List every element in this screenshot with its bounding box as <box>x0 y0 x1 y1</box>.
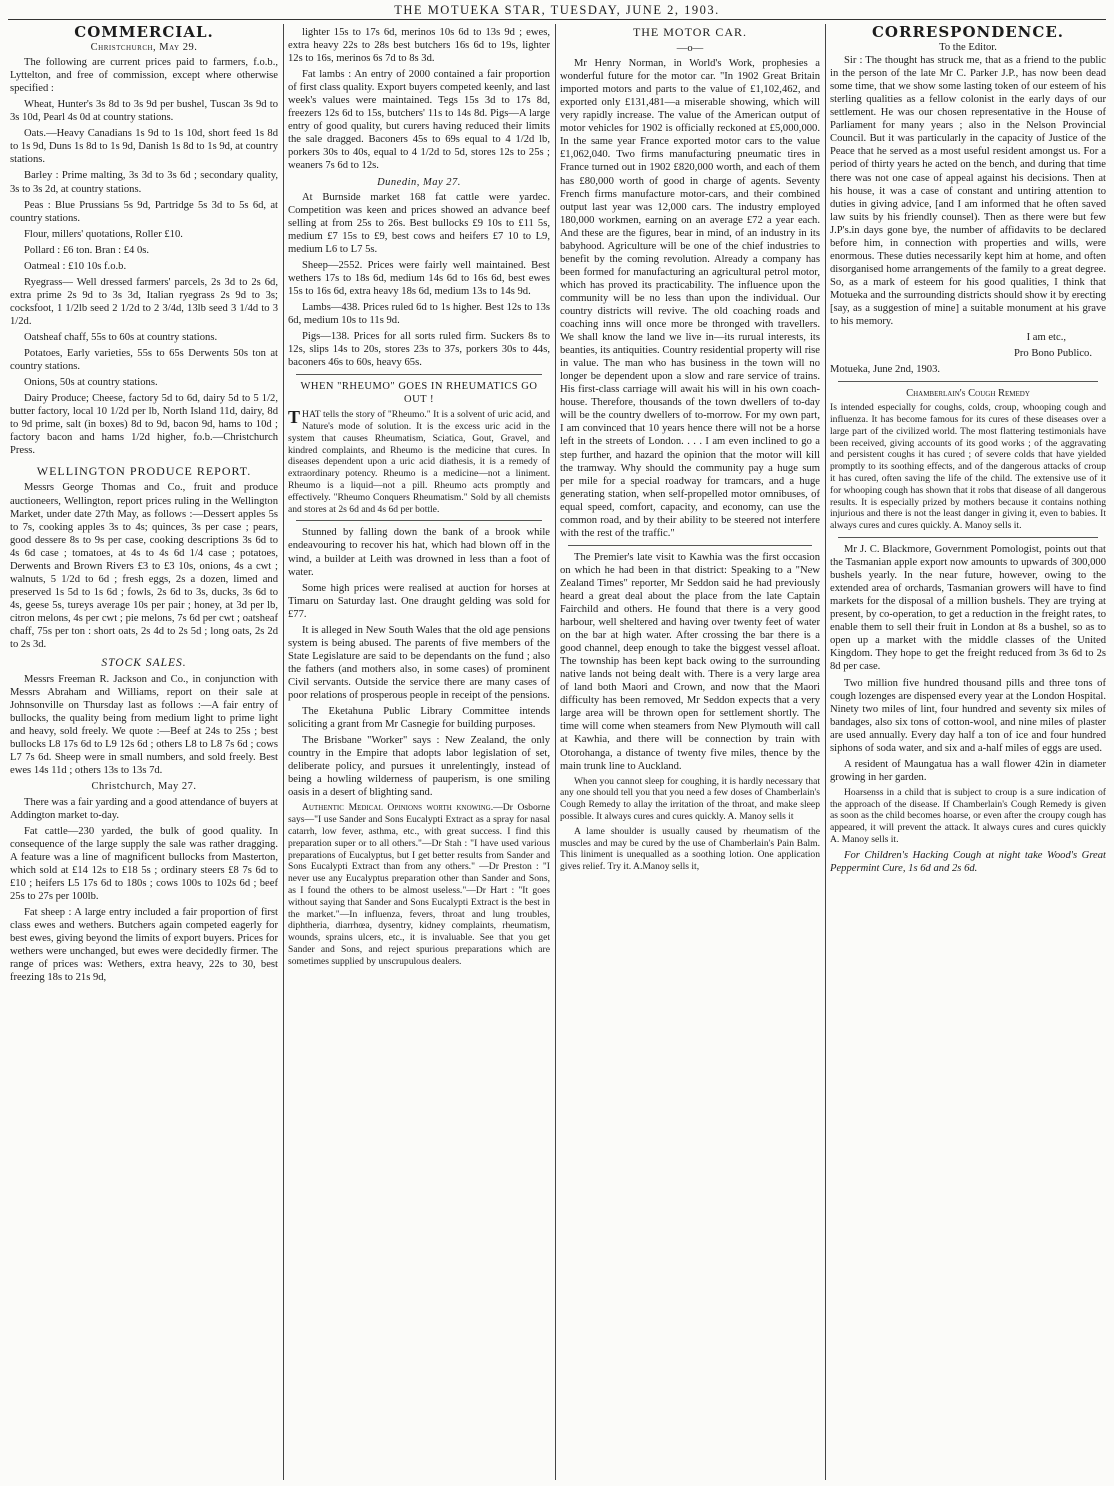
paragraph: Onions, 50s at country stations. <box>24 377 158 389</box>
paragraph: Lambs—438. Prices ruled 6d to 1s higher. Best 12s to 13s 6d, medium 10s to 11s 9d. <box>288 301 550 326</box>
commercial-prices <box>10 56 278 457</box>
paragraph: Barley : Prime malting, 3s 3d to 3s 6d ; secondary quality, 3s to 3s 2d, at country stations. <box>10 170 278 195</box>
premier-kawhia-article <box>560 551 820 773</box>
column-rule-2 <box>555 24 556 1480</box>
divider <box>568 545 812 546</box>
rheumo-heading: WHEN "RHEUMO" GOES IN RHEUMATICS GO OUT ! <box>300 381 538 406</box>
eucalypti-advert <box>288 802 550 967</box>
motor-car-article <box>560 57 820 540</box>
wellington-report <box>10 481 278 651</box>
wellington-heading: WELLINGTON PRODUCE REPORT. <box>36 464 252 479</box>
peppermint-cure-notice: For Children's Hacking Cough at night take Wood's Great Peppermint Cure, 1s 6d and 2s 6d. <box>830 849 1106 874</box>
paragraph: Peas : Blue Prussians 5s 9d, Partridge 5s 3d to 5s 6d, at country stations. <box>10 199 278 224</box>
column-correspondence <box>830 26 1106 1478</box>
remedy-heading: Chamberlain's Cough Remedy <box>906 388 1030 400</box>
paragraph: The following are current prices paid to farmers, f.o.b., Lyttelton, and free of commission, except where otherwise specified : <box>10 57 278 95</box>
column-rule-3 <box>825 24 826 1480</box>
paragraph: Oats.—Heavy Canadians 1s 9d to 1s 10d, short feed 1s 8d to 1s 9d, Duns 1s 8d to 1s 9d, Danish 1s 8d to 1s 9d, at country stations. <box>10 128 278 166</box>
authentic-lead: Authentic Medical Opinions worth knowing. <box>302 802 494 814</box>
column-markets <box>288 26 550 1478</box>
column-commercial <box>10 26 278 1478</box>
paragraph: Sheep—2552. Prices were fairly well maintained. Best wethers 17s to 18s 6d, medium 14s 6d to 16s 6d, best ewes 15s to 16s 6d, extra heavy 18s 6d, medium 13s to 14s 9d. <box>288 259 550 297</box>
divider <box>296 374 542 375</box>
paragraph: A resident of Maungatua has a wall flower 42in in diameter growing in her garden. <box>830 758 1106 783</box>
paragraph: Two million five hundred thousand pills and three tons of cough lozenges are dispensed every year at the London Hospital. Ninety two miles of lint, four hundred and seventy six miles of bandages, also six tons of cotton-wool, and nine miles of plaster are used annually. Every day half a ton of ice and four hundred siphons of soda water, and six and a-half miles of eggs are used. <box>830 677 1106 754</box>
divider <box>838 381 1098 382</box>
paragraph: There was a fair yarding and a good attendance of buyers at Addington market to-day. <box>10 796 278 821</box>
divider <box>296 520 542 521</box>
paragraph: Mr Henry Norman, in World's Work, prophesies a wonderful future for the motor car. "In 1902 Great Britain imported motors and parts to the value of £1,102,462, and exported only £131,481—a miserable showing, which will very rapidly increase. The value of the American output of motor vehicles for 1902 is officially reckoned at £5,000,000. In the same year France exported motor cars to the value £1,062,040. Two firms manufacturing pneumatic tires in France turned out in 1902 £820,000 worth, and each of them has £80,000 worth of good in charge of agents. Seventy French firms manufacture motor-cars, and their combined output last year was 12,000 cars. The industry employed 180,000 workmen, earning on an average £72 a year each. And these are the figures, bear in mind, of an industry in its babyhood. Agriculture will be one of the chief industries to benefit by the coming revolution. Already a company has been formed for manufacturing an agricultural petrol motor, which has proved its practicability. The influence upon the community will be no less than upon the individual. Our country districts will revive. The old coaching roads and coaching inns will once more be thronged with travellers. We shall know the land we live in—its rurual interests, its beanties, its antiquities. Country residential property will rise in value. The man who has business in the town will no longer be dependent upon a slow and rare service of trains. His first-class carriage will await his will in his own coach-house. Therefore, thousands of the town dwellers of to-day will be the country dwellers of to-morrow. For my own part, I am convinced that 10 years hence there will not be a horse left in the streets of London. . . . I am even inclined to go a step further, and hazard the opinion that the motor will kill the tramway. Why should the community pay a huge sum per mile for a special roadway for tramcars, and a huge generating station, when self-propelled motor omnibuses, of equal speed, comfort, capacity, and economy, can use the common road, and by their ability to be steered not interfere with the rest of the traffic." <box>560 58 820 539</box>
stock-sales-johnsonville <box>10 673 278 777</box>
paragraph: The Eketahuna Public Library Committee intends soliciting a grant from Mr Casnegie for building purposes. <box>288 706 550 731</box>
paragraph: Mr J. C. Blackmore, Government Pomologist, points out that the Tasmanian apple export now amounts to upwards of 300,000 bushels yearly. In the near future, however, owing to the extended area of orchards, Tasmanian growers will have to find markets for the disposal of a million bushels. They are trying at present, by co-operation, to get a reduction in the freight rates, to enable them to sell their fruit in London at 8s a bushel, so as to open up a market with the middle classes of the United Kingdom. They hope to get the freight reduced from 3s 6d to 2s 8d per case. <box>830 544 1106 673</box>
paragraph: At Burnside market 168 fat cattle were yardec. Competition was keen and prices showed an advance beef selling at from 25s to 26s. Best bullocks £9 10s to £11 5s, medium £7 15s to £9, best cows and heifers £7 10 to L9, medium L6 to L7 5s. <box>288 191 550 255</box>
masthead <box>0 0 1114 20</box>
to-editor: To the Editor. <box>939 42 997 54</box>
paragraph: Pollard : £6 ton. Bran : £4 0s. <box>24 244 150 256</box>
masthead-rule <box>8 19 1106 20</box>
divider <box>838 537 1098 538</box>
paragraph: It is alleged in New South Wales that the old age pensions system is being abused. The parents of five members of the State Legislature are said to be dependants on the fund ; also the fathers (and mothers also, in some cases) of prominent Civil servants. Outside the service there are many cases of poor relations of prosperous people in receipt of the pensions. <box>288 624 550 701</box>
news-items <box>830 543 1106 784</box>
paragraph: Messrs Freeman R. Jackson and Co., in conjunction with Messrs Abraham and Williams, report on their sale at Johnsonville on Thursday last as follows :—A fair entry of bullocks, the quality being from medium light to prime light and heavy, sold freely. We quote :—Beef at 24s to 25s ; best bullocks L8 17s 6d to L9 12s 6d ; others L8 to L8 7s 6d ; cows L7 7s 6d. Sheep were in small numbers, and sold freely. Best ewes 14s 11d ; others 13s to 13s 7d. <box>10 674 278 777</box>
column-motor-car <box>560 26 820 1478</box>
paragraph: Fat cattle—230 yarded, the bulk of good quality. In consequence of the large supply the sale was rather dragging. A feature was a line of magnificent bullocks from Masterton, which sold at £14 12s to £18 5s ; ordinary steers £8 7s 6d to £10 ; heifers L5 17s 6d to 180s ; cows 100s to 102s 6d ; beef 25s to 27s per 100lb. <box>10 825 278 902</box>
paragraph: Dairy Produce; Cheese, factory 5d to 6d, dairy 5d to 5 1/2, butter factory, local 10 1/2d per lb, North Island 11d, dairy, 8d to 9d prime, salt (in boxes) 8d to 9d, bacon 9d, hams to 10d ; factory bacon and hams 1/2d higher, fo.b.—Christchurch Press. <box>10 393 278 457</box>
masthead-title: THE MOTUEKA STAR, TUESDAY, JUNE 2, 1903. <box>394 3 720 17</box>
letter-body: Sir : The thought has struck me, that as a friend to the public in the person of the late Mr C. Parker J.P., has now been dead some time, that we show some lasting token of our esteem of his sterling qualities as a fellow colonist in the early days of our settlement. He was our chosen representative in the House of Parliament for many years ; also in the Nelson Provincial Council. But it was particularly in the capacity of Justice of the Peace that he served as a most useful resident amongst us. For a period of thirty years he acted on the bench, and during that time there was not one case of appeal against his decisions. Then at his house, it was a case of constant and untiring attention to duties in giving advice, [and I am informed that he often saved law suits by his friendly counsel). Then as there were but few J.P's.in days gone bye, the number of affidavits to be declared before him, in connection with properties and wills, were enormous. These duties necessarily kept him at home, and often disorganised home arrangements of the family to a great degree. So, as a mark of esteem for his good qualities, I think that Motueka and the surrounding districts should show it by erecting [say, as a suggestion of mine] a suitable monument at his grave to his memory. <box>830 55 1106 328</box>
commercial-heading: COMMERCIAL. <box>74 26 214 41</box>
letter-date: Motueka, June 2nd, 1903. <box>830 364 941 376</box>
column-rule-1 <box>283 24 284 1480</box>
stock-dateline: Christchurch, May 27. <box>91 781 197 793</box>
paragraph: Fat sheep : A large entry included a fair proportion of first class ewes and wethers. Butchers again competed eagerly for best ewes, giving beyond the limits of export buyers. Prices for wethers were unchanged, but ewes were decidedly firmer. The range of prices was: Wethers, extra heavy, 22s to 30, best freezing 18s to 21s 9d, <box>10 906 278 984</box>
commercial-dateline: Christchurch, May 29. <box>90 42 198 54</box>
paragraph: Potatoes, Early varieties, 55s to 65s Derwents 50s ton at country stations. <box>10 348 278 373</box>
motor-car-heading: THE MOTOR CAR. <box>632 26 748 39</box>
stock-sales-heading: STOCK SALES. <box>101 657 187 670</box>
chamberlain-notices <box>560 776 820 873</box>
authentic-text: —Dr Osborne says—"I use Sander and Sons Eucalypti Extract as a spray for nasal catarrh, low fever, asthma, etc., with great success. I find this preparation super or to all others."—Dr Stah : "I have used various preparations of Eucalyptus, but I get better results from Sander and Sons Eucalypti Extract than from any others." —Dr Preston : "I never use any Eucalyptus preparation other than Sander and Sons, as I found the others to be almost useless."—Dr Hart : "It goes without saying that Sander and Sons Eucalypti Extract is the best in the market."—In influenza, fevers, throat and lung troubles, diphtheria, diarrhœa, dysentry, kidney complaints, rheumatism, wounds, sprains ulcers, etc., it is invaluable. See that you get Sander and Sons, and reject spurious preparations which are sometimes supplied by unscrupulous dealers. <box>288 802 550 967</box>
remedy-text: Is intended especially for coughs, colds, croup, whooping cough and influenza. It has become famous for its cures of these diseases over a large part of the civilized world. The most flattering testimonials have been received, giving accounts of its good works ; of the aggravating and persistent coughs it has cured ; of severe colds that have yielded promptly to its soothing effects, and of the dangerous attacks of croup it has cured, often saving the life of the child. The extensive use of it for whooping cough has shown that it robs that disease of all dangerous results. It is especially prized by mothers because it contains nothing injurious and there is not the least danger in giving it, even to babies. It always cures and cures quickly. A. Manoy sells it. <box>830 402 1106 532</box>
correspondence-heading: CORRESPONDENCE. <box>871 26 1064 41</box>
letter-sign-2: Pro Bono Publico. <box>1014 348 1092 360</box>
dunedin-dateline: Dunedin, May 27. <box>377 176 461 188</box>
letter-sign-1: I am etc., <box>1026 332 1066 344</box>
paragraph: The Premier's late visit to Kawhia was the first occasion on which he had been in that district: Speaking to a "New Zealand Times" reporter, Mr Seddon said he had previously heard a great deal about the place from the late Captain Fairchild and others. He found that there is a very good harbour, well sheltered and having over twenty feet of water on the bar at high water. After crossing the bar there is a good channel, deep enough to take the biggest vessel afloat. The township has been kept back owing to the surrounding native lands not being dealt with. There is a very large area of land both Maori and Crown, and now that the Maori difficulty has been removed, Mr Seddon expects that a very large area will be thrown open for settlement shortly. The time will come when steamers from New Plymouth will call at Kawhia, and there will be connection by train with Otorohanga, a distance of twenty five miles, thence by the main trunk line to Auckland. <box>560 551 820 772</box>
rheumo-dropcap: T <box>288 407 301 428</box>
paragraph: Wheat, Hunter's 3s 8d to 3s 9d per bushel, Tuscan 3s 9d to 3s 10d, Pearl 4s 0d at country stations. <box>10 99 278 124</box>
paragraph: When you cannot sleep for coughing, it is hardly necessary that any one should tell you that you need a few doses of Chamberlain's Cough Remedy to allay the irritation of the throat, and make sleep possible. It always cures and cures quickly. A. Manoy sells it <box>560 775 820 823</box>
stock-sales-addington <box>10 796 278 985</box>
rheumo-text: HAT tells the story of "Rheumo." It is a solvent of uric acid, and Nature's mode of solution. It is the excess uric acid in the system that causes Rheumatism, Sciatica, Gout, Gravel, and kindred complaints, and Rheumo is the medicine that cures. In diseases dependent upon a uric acid diathesis, it is a remedy of extraordinary potency. Rheumo is a medicine—not a liniment. Rheumo is a liquid—not a pill. Rheumo acts promptly and effectively. "Rheumo Conquers Rheumatism." Sold by all chemists and stores at 2s 6d and 4s 6d per bottle. <box>288 409 550 515</box>
paragraph: Some high prices were realised at auction for horses at Timaru on Saturday last. One draught gelding was sold for £77. <box>288 582 550 620</box>
paragraph: lighter 15s to 17s 6d, merinos 10s 6d to 13s 9d ; ewes, extra heavy 22s to 28s best butchers 16s 6d to 19s, lighter 12s to 16s, merinos 6s 7d to 8s 3d. <box>288 27 550 65</box>
hoarseness-notice: Hoarsenss in a child that is subject to croup is a sure indication of the approach of the disease. If Chamberlain's Cough Remedy is given as soon as the child becomes hoarse, or even after the croupy cough has appeared, it will prevent the attack. It always cures and cures quickly A. Manoy sells it. <box>830 786 1106 846</box>
rheumo-advert <box>288 409 550 515</box>
paragraph: Flour, millers' quotations, Roller £10. <box>24 228 183 240</box>
paragraph: Messrs George Thomas and Co., fruit and produce auctioneers, Wellington, report prices ruling in the Wellington Market, under date 27th May, as follows :—Dessert apples 5s to 7s, cooking apples 3s to 4s; quinces, 3s per case ; pears, good dessere 8s to 9s per case, cooking descriptions 3s 6d to 4s 6d case ; tomatoes, at 4s to 4s 6d 1/4 case ; potatoes, Derwents and Brown Rivers £3 to £3 10s, onions, 4s a cwt ; walnuts, 5 1/2d to 6d ; fresh eggs, 2s a dozen, limed and preserved 1s 5d to 1s 6d ; fowls, 2s 6d to 3s, ducks, 3s 6d to 4s, geese 5s, tureys average 10s per pair ; honey, at 3d per lb, citron melons, 4s per cwt ; pie melons, 7s 6d per cwt ; oatsheaf chaff, 75s per ton : short oats, 2s 4d to 2s 5d ; long oats, 2s 2d to 2s 3d. <box>10 482 278 651</box>
paragraph: Stunned by falling down the bank of a brook while endeavouring to recover his hat, which had blown off in the wind, a builder at Leith was drowned in less than a foot of water. <box>288 527 550 578</box>
paragraph: A lame shoulder is usually caused by rheumatism of the muscles and may be cured by the use of Chamberlain's Pain Balm. This liniment is unequalled as a soothing lotion. One application gives relief. Try it. A.Manoy sells it, <box>560 825 820 873</box>
general-news <box>288 526 550 799</box>
paragraph: Ryegrass— Well dressed farmers' parcels, 2s 3d to 2s 6d, extra prime 2s 9d to 3s 3d, Italian ryegrass 2s 9d to 3s; cocksfoot, 1 1/2lb seed 2 1/2d to 2 3/4d, 13lb seed 3 1/4d to 3 1/2d. <box>10 276 278 327</box>
paragraph: Oatmeal : £10 10s f.o.b. <box>24 260 127 272</box>
paragraph: Pigs—138. Prices for all sorts ruled firm. Suckers 8s to 12s, slips 14s to 20s, stores 23s to 37s, porkers 30s to 44s, baconers 46s to 60s, heavy 65s. <box>288 331 550 369</box>
addington-continued <box>288 26 550 173</box>
burnside-market <box>288 191 550 370</box>
paragraph: The Brisbane "Worker" says : New Zealand, the only country in the Empire that adopts labor legislation of set, deliberate policy, and pursues it unrelentingly, instead of being a howling wilderness of pauperism, is one smiling oasis in a desert of blighting sand. <box>288 735 550 799</box>
motor-car-sub: —o— <box>676 43 704 55</box>
paragraph: Oatsheaf chaff, 55s to 60s at country stations. <box>24 331 218 343</box>
paragraph: Fat lambs : An entry of 2000 contained a fair proportion of first class quality. Export buyers competed keenly, and last week's values were maintained. Tegs 15s 3d to 17s 8d, freezers 12s 6d to 15s, butchers' 11s to 14s 8d. Pigs—A large entry of good quality, but curers having reduced their limits the sale dragged. Baconers 45s to 69s equal to 4 1/2d lb, porkers 30s to 40s, equal to 4 1/2d to 5d, stores 12s to 25s ; weaners 7s 6d to 12s. <box>288 69 550 172</box>
